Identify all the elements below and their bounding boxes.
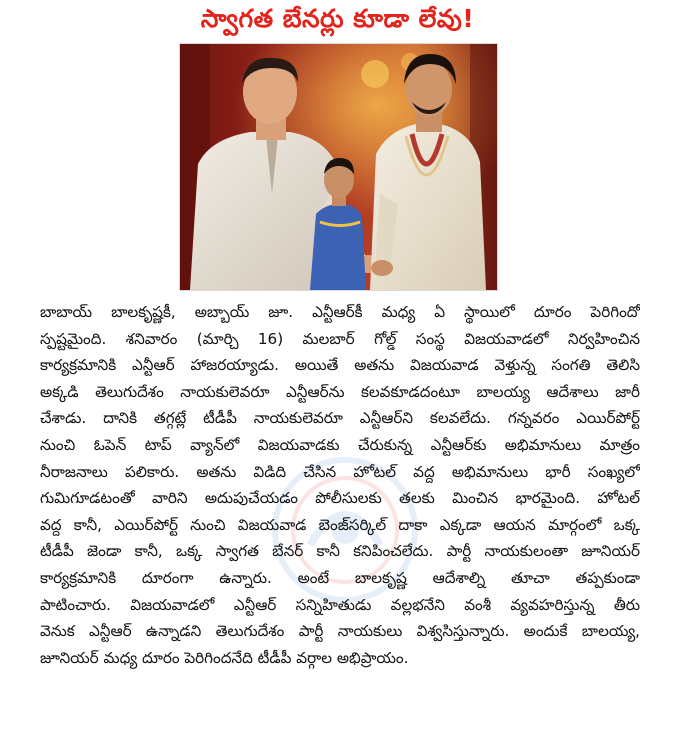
article-line: కార్యక్రమానికి ఎన్టీఆర్ హాజరయ్యాడు. అయితే అతను విజయవాడ వెళ్తున్న సంగతి తెలిసి <box>40 356 640 375</box>
article-line: స్పష్టమైంది. శనివారం (మార్చి 16) మలబార్ గోల్డ్ సంస్థ విజయవాడలో నిర్వహించిన <box>40 329 640 348</box>
article-line: బాబాయ్ బాలకృష్ణకీ, అబ్బాయ్ జూ. ఎన్టీఆర్‌కీ మధ్య ఏ స్థాయిలో దూరం పెరిగిందో <box>40 303 640 321</box>
article-line: కార్యక్రమానికి దూరంగా ఉన్నారు. అంటే బాలకృష్ణ ఆదేశాల్ని తూచా తప్పకుండా <box>40 568 640 587</box>
article-line: నుంచి ఓపెన్ టాప్ వ్యాన్‌లో విజయవాడకు చేరుకున్న ఎన్టీఆర్‌కు అభిమానులు మాత్రం <box>40 435 640 454</box>
article-line: నీరాజనాలు పలికారు. అతను విడిది చేసిన హోటల్ వద్ద అభిమానులు భారీ సంఖ్యలో <box>40 462 640 481</box>
article-line: పాటించారు. విజయవాడలో ఎన్టీఆర్ సన్నిహితుడు వల్లభనేని వంశీ వ్యవహరిస్తున్న తీరు <box>40 595 640 614</box>
article-line: గుమిగూడటంతో వారిని అదుపుచేయడం పోలీసులకు తలకు మించిన భారమైంది. హోటల్ <box>40 489 640 508</box>
article-photo <box>179 43 498 291</box>
article-line: టీడీపీ జెండా కానీ, ఒక్క స్వాగత బేనర్ కానీ కనిపించలేదు. పార్టీ నాయకులంతా జూనియర్ <box>40 542 640 561</box>
headline <box>0 0 675 44</box>
article-line: వద్ద కానీ, ఎయిర్‌పోర్ట్ నుంచి విజయవాడ బెంజ్‌సర్కిల్ దాకా ఎక్కడా ఆయన మార్గంలో ఒక్క <box>40 515 640 534</box>
article-line: వెనుక ఎన్టీఆర్ ఉన్నాడని తెలుగుదేశం పార్టీ నాయకులు విశ్వసిస్తున్నారు. అందుకే బాలయ్య, <box>40 622 640 641</box>
article-line: చేశాడు. దానికి తగ్గట్లే టీడీపీ నాయకులెవరూ ఎన్టీఆర్‌ని కలవలేదు. గన్నవరం ఎయిర్‌పోర్ట్ <box>40 409 640 428</box>
article-line: అక్కడి తెలుగుదేశం నాయకులెవరూ ఎన్టీఆర్‌ను కలవకూడదంటూ బాలయ్య ఆదేశాలు జారీ <box>40 382 640 401</box>
article-line: జూనియర్ మధ్య దూరం పెరిగిందనేది టీడీపీ వర్గాల అభిప్రాయం. <box>40 648 409 667</box>
headline-text: స్వాగత బేనర్లు కూడా లేవు! <box>200 4 475 33</box>
article-body <box>40 299 640 671</box>
photo-illustration <box>180 44 497 290</box>
